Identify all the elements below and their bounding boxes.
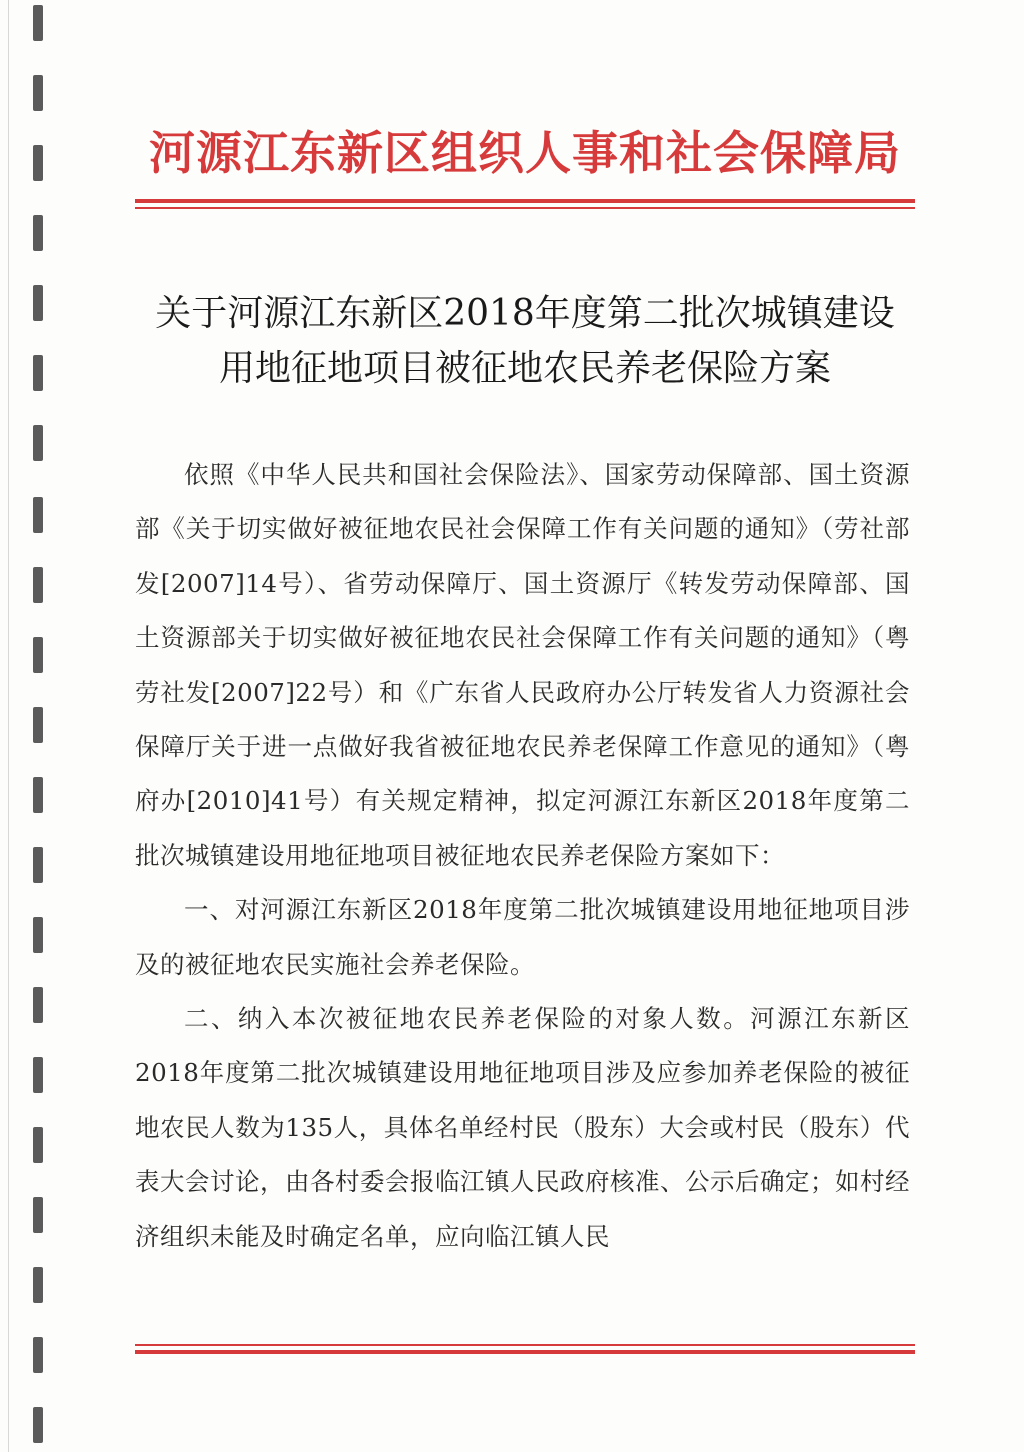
binding-mark xyxy=(33,1267,43,1303)
binding-mark xyxy=(33,917,43,953)
letterhead-rule-thick xyxy=(135,199,915,203)
letterhead-org-name: 河源江东新区组织人事和社会保障局 xyxy=(149,126,901,180)
binding-mark xyxy=(33,145,43,181)
binding-mark xyxy=(33,75,43,111)
paragraph-intro: 依照《中华人民共和国社会保险法》、国家劳动保障部、国土资源部《关于切实做好被征地农民社会保障工作有关问题的通知》（劳社部发[2007]14号）、省劳动保障厅、国土资源厅《转发劳动保障部、国土资源部关于切实做好被征地农民社会保障工作有关问题的通知》（粤劳社发[2007]22号）和《广东省人民政府办公厅转发省人力资源社会保障厅关于进一点做好我省被征地农民养老保障工作意见的通知》（粤府办[2010]41号）有关规定精神，拟定河源江东新区2018年度第二批次城镇建设用地征地项目被征地农民养老保险方案如下： xyxy=(135,460,910,870)
binding-mark xyxy=(33,215,43,251)
binding-mark xyxy=(33,777,43,813)
binding-mark xyxy=(33,707,43,743)
title-line-1: 关于河源江东新区2018年度第二批次城镇建设 xyxy=(155,293,895,334)
binding-mark xyxy=(33,1337,43,1373)
paragraph-item-2: 二、纳入本次被征地农民养老保险的对象人数。河源江东新区2018年度第二批次城镇建设用地征地项目涉及应参加养老保险的被征地农民人数为135人，具体名单经村民（股东）大会或村民（股东）代表大会讨论，由各村委会报临江镇人民政府核准、公示后确定；如村经济组织未能及时确定名单，应向临江镇人民 xyxy=(135,1004,910,1251)
title-line-2: 用地征地项目被征地农民养老保险方案 xyxy=(218,348,831,389)
footer-rule-thin xyxy=(135,1344,915,1346)
binding-mark xyxy=(33,1407,43,1443)
binding-mark xyxy=(33,1127,43,1163)
binding-mark xyxy=(33,5,43,41)
document-body xyxy=(135,448,910,1264)
letterhead-rule-thin xyxy=(135,207,915,209)
binding-marks xyxy=(0,0,60,1452)
binding-mark xyxy=(33,497,43,533)
binding-mark xyxy=(33,637,43,673)
binding-mark xyxy=(33,355,43,391)
binding-mark xyxy=(33,285,43,321)
binding-mark xyxy=(33,987,43,1023)
paragraph-item-1: 一、对河源江东新区2018年度第二批次城镇建设用地征地项目涉及的被征地农民实施社会养老保险。 xyxy=(135,895,910,979)
document-title xyxy=(125,286,925,396)
binding-mark xyxy=(33,1057,43,1093)
binding-mark xyxy=(33,425,43,461)
binding-mark xyxy=(33,847,43,883)
footer-rule-thick xyxy=(135,1350,915,1354)
binding-mark xyxy=(33,1197,43,1233)
binding-mark xyxy=(33,567,43,603)
